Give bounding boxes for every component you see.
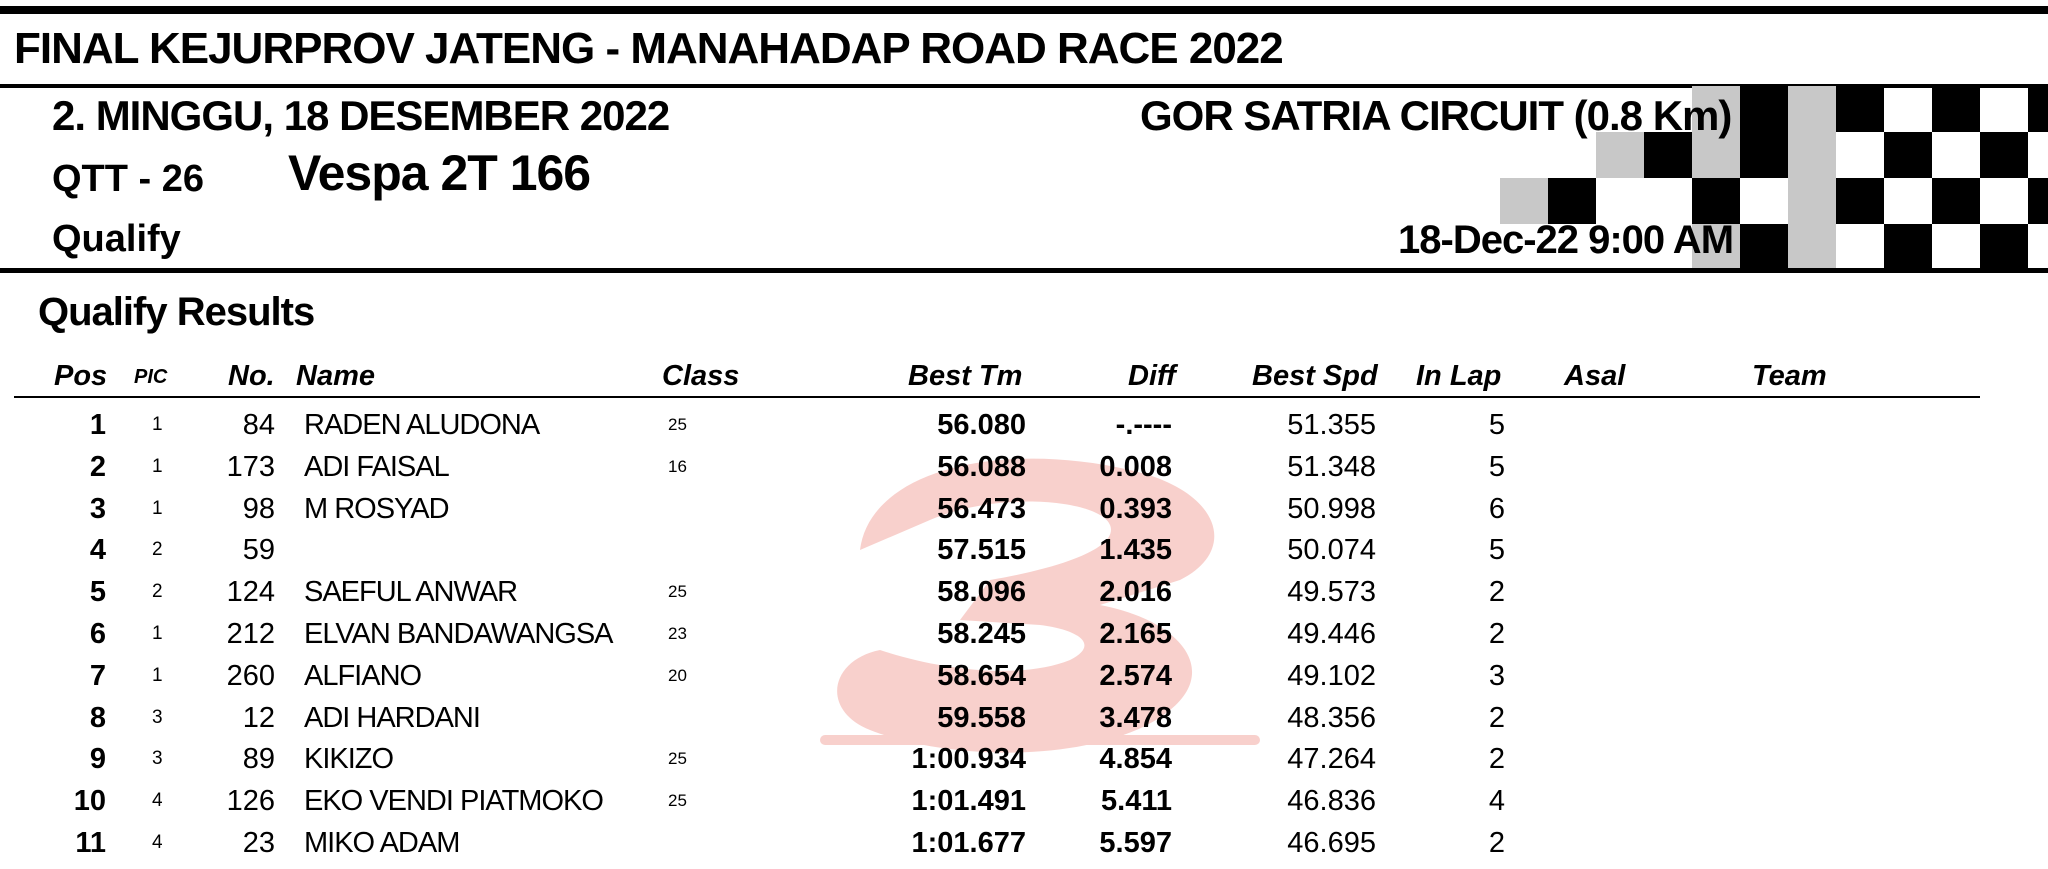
row-diff: 2.165 bbox=[1099, 618, 1172, 650]
row-best-speed: 46.695 bbox=[1287, 827, 1376, 859]
row-pos: 7 bbox=[89, 659, 106, 692]
event-class: Vespa 2T 166 bbox=[288, 145, 591, 201]
row-pic: 1 bbox=[152, 414, 163, 435]
row-pos: 4 bbox=[89, 534, 106, 567]
row-best-speed: 49.102 bbox=[1287, 659, 1376, 692]
row-class: 25 bbox=[668, 415, 687, 434]
row-name: ADI FAISAL bbox=[304, 450, 449, 483]
row-pos: 8 bbox=[89, 701, 106, 734]
row-best-speed: 50.074 bbox=[1287, 534, 1376, 567]
row-best-speed: 46.836 bbox=[1287, 785, 1376, 818]
row-number: 98 bbox=[242, 492, 275, 525]
event-title: FINAL KEJURPROV JATENG - MANAHADAP ROAD RACE 2022 bbox=[14, 24, 1283, 73]
row-pos: 6 bbox=[89, 618, 106, 650]
row-in-lap: 3 bbox=[1488, 659, 1505, 692]
row-pos: 2 bbox=[89, 450, 106, 483]
row-pic: 2 bbox=[152, 581, 163, 603]
table-row bbox=[0, 529, 2048, 571]
row-number: 23 bbox=[242, 827, 275, 859]
row-number: 89 bbox=[242, 743, 275, 776]
row-class: 25 bbox=[668, 749, 687, 769]
col-in-lap: In Lap bbox=[1416, 360, 1502, 392]
row-in-lap: 2 bbox=[1488, 701, 1505, 734]
row-name: MIKO ADAM bbox=[304, 827, 460, 859]
row-name: KIKIZO bbox=[304, 743, 394, 776]
row-diff: 1.435 bbox=[1099, 534, 1172, 567]
row-pic: 1 bbox=[152, 455, 163, 477]
row-diff: 3.478 bbox=[1099, 701, 1172, 734]
table-row bbox=[0, 655, 2048, 697]
row-number: 126 bbox=[226, 785, 275, 818]
header-bottom-rule bbox=[0, 268, 2048, 273]
session-type: Qualify bbox=[52, 218, 181, 260]
row-number: 84 bbox=[242, 409, 275, 441]
row-name: ALFIANO bbox=[304, 659, 422, 692]
row-pic: 2 bbox=[152, 539, 163, 561]
col-diff: Diff bbox=[1128, 360, 1176, 392]
section-title: Qualify Results bbox=[38, 290, 315, 334]
row-pos: 5 bbox=[89, 576, 106, 609]
row-best-time: 1:00.934 bbox=[911, 743, 1026, 776]
col-best-spd: Best Spd bbox=[1252, 360, 1378, 392]
row-in-lap: 4 bbox=[1488, 785, 1505, 818]
row-best-time: 56.473 bbox=[937, 492, 1026, 525]
row-class: 23 bbox=[668, 624, 687, 643]
row-best-time: 58.245 bbox=[937, 618, 1026, 650]
row-best-speed: 51.348 bbox=[1287, 450, 1376, 483]
row-pic: 3 bbox=[152, 706, 163, 728]
col-asal: Asal bbox=[1564, 360, 1626, 392]
row-pos: 11 bbox=[75, 827, 106, 859]
row-in-lap: 6 bbox=[1488, 492, 1505, 525]
col-pic: PIC bbox=[134, 366, 168, 388]
row-class: 20 bbox=[668, 665, 687, 685]
round-date: 2. MINGGU, 18 DESEMBER 2022 bbox=[52, 92, 670, 139]
row-diff: 0.393 bbox=[1099, 492, 1172, 525]
row-in-lap: 2 bbox=[1488, 576, 1505, 609]
row-in-lap: 5 bbox=[1488, 534, 1505, 567]
table-row bbox=[0, 404, 2048, 446]
row-in-lap: 5 bbox=[1488, 450, 1505, 483]
row-diff: 2.016 bbox=[1099, 576, 1172, 609]
table-row bbox=[0, 613, 2048, 655]
row-diff: 5.597 bbox=[1099, 827, 1172, 859]
col-name: Name bbox=[296, 360, 375, 392]
row-name: M ROSYAD bbox=[304, 492, 449, 525]
row-pic: 1 bbox=[152, 623, 163, 644]
row-number: 173 bbox=[226, 450, 275, 483]
row-number: 124 bbox=[226, 576, 275, 609]
row-pic: 4 bbox=[152, 832, 163, 853]
top-rule bbox=[0, 6, 2048, 14]
table-row bbox=[0, 738, 2048, 780]
row-pic: 4 bbox=[152, 790, 163, 812]
circuit-name: GOR SATRIA CIRCUIT (0.8 Km) bbox=[1140, 92, 1732, 139]
row-class: 25 bbox=[668, 582, 687, 602]
row-pos: 1 bbox=[89, 409, 106, 441]
row-best-time: 56.088 bbox=[937, 450, 1026, 483]
row-number: 59 bbox=[242, 534, 275, 567]
table-row bbox=[0, 571, 2048, 613]
row-name: ADI HARDANI bbox=[304, 701, 480, 734]
col-team: Team bbox=[1752, 360, 1827, 392]
row-best-time: 56.080 bbox=[937, 409, 1026, 441]
table-row bbox=[0, 488, 2048, 530]
table-row bbox=[0, 697, 2048, 739]
col-pos: Pos bbox=[54, 360, 108, 392]
session-datetime: 18-Dec-22 9:00 AM bbox=[1398, 218, 1734, 262]
row-name: ELVAN BANDAWANGSA bbox=[304, 618, 613, 650]
row-number: 260 bbox=[226, 659, 275, 692]
row-pic: 1 bbox=[152, 664, 163, 686]
row-number: 12 bbox=[242, 701, 275, 734]
col-no: No. bbox=[228, 360, 275, 392]
row-pic: 3 bbox=[152, 748, 163, 770]
row-diff: 5.411 bbox=[1101, 785, 1172, 818]
row-best-speed: 51.355 bbox=[1287, 409, 1376, 441]
col-class: Class bbox=[662, 360, 740, 392]
row-pic: 1 bbox=[152, 497, 163, 519]
row-pos: 9 bbox=[89, 743, 106, 776]
row-pos: 10 bbox=[73, 785, 106, 818]
row-class: 16 bbox=[668, 456, 687, 476]
row-best-speed: 49.573 bbox=[1287, 576, 1376, 609]
row-name: EKO VENDI PIATMOKO bbox=[304, 785, 603, 818]
table-row bbox=[0, 446, 2048, 488]
row-class: 25 bbox=[668, 791, 687, 811]
row-in-lap: 2 bbox=[1488, 618, 1505, 650]
row-best-speed: 50.998 bbox=[1287, 492, 1376, 525]
row-pos: 3 bbox=[89, 492, 106, 525]
col-best-tm: Best Tm bbox=[908, 360, 1023, 392]
row-in-lap: 2 bbox=[1488, 743, 1505, 776]
row-in-lap: 5 bbox=[1488, 409, 1505, 441]
table-row bbox=[0, 780, 2048, 822]
row-in-lap: 2 bbox=[1488, 827, 1505, 859]
row-best-speed: 49.446 bbox=[1287, 618, 1376, 650]
row-best-time: 57.515 bbox=[937, 534, 1026, 567]
row-diff: -.---- bbox=[1115, 409, 1172, 441]
row-name: RADEN ALUDONA bbox=[304, 409, 540, 441]
row-best-time: 58.654 bbox=[937, 659, 1026, 692]
row-diff: 2.574 bbox=[1099, 659, 1172, 692]
column-header-rule bbox=[14, 396, 1980, 398]
row-best-time: 58.096 bbox=[937, 576, 1026, 609]
row-best-time: 1:01.677 bbox=[911, 827, 1026, 859]
row-number: 212 bbox=[226, 618, 275, 650]
row-diff: 4.854 bbox=[1099, 743, 1172, 776]
row-best-speed: 47.264 bbox=[1287, 743, 1376, 776]
row-best-time: 59.558 bbox=[937, 701, 1026, 734]
row-diff: 0.008 bbox=[1099, 450, 1172, 483]
row-name: SAEFUL ANWAR bbox=[304, 576, 518, 609]
row-best-time: 1:01.491 bbox=[911, 785, 1026, 818]
table-row bbox=[0, 822, 2048, 864]
session-code: QTT - 26 bbox=[52, 158, 205, 200]
row-best-speed: 48.356 bbox=[1287, 701, 1376, 734]
